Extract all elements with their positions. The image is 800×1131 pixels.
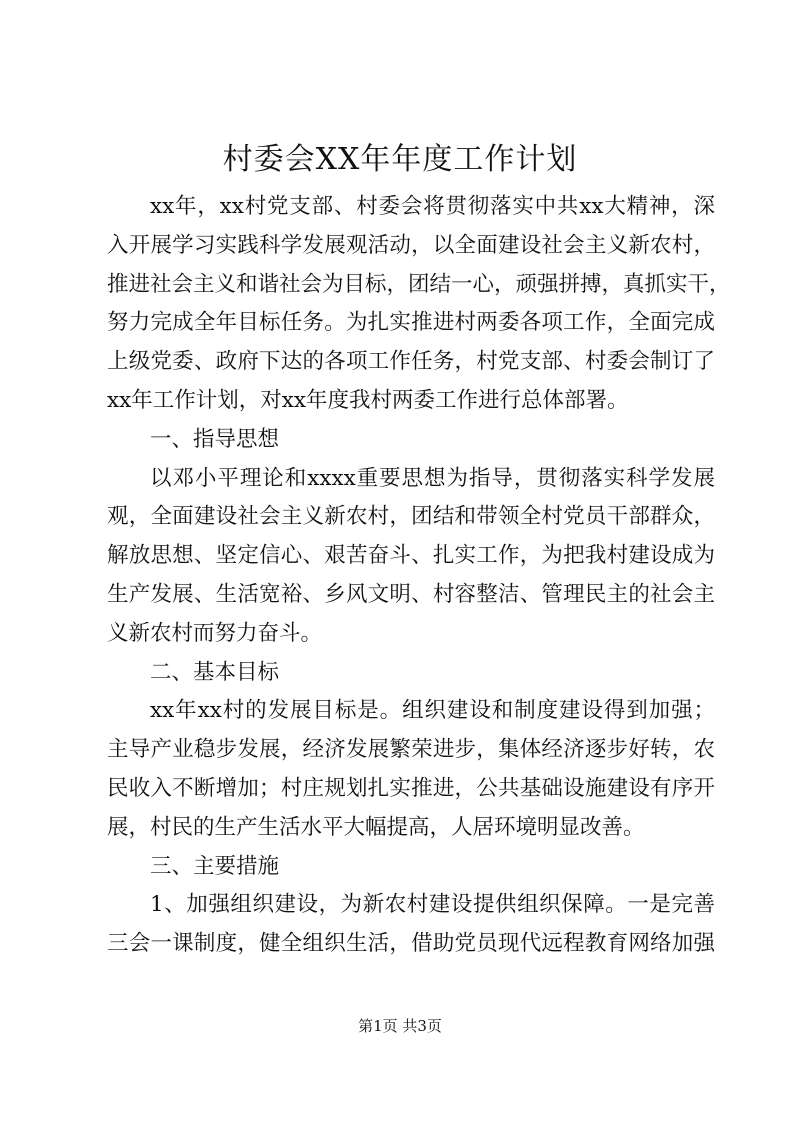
document-body [107, 188, 731, 964]
paragraph-line: 三会一课制度，健全组织生活，借助党员现代远程教育网络加强 [107, 931, 715, 957]
page-footer: 第1页 共3页 [358, 1017, 442, 1035]
paragraph-line: 民收入不断增加；村庄规划扎实推进，公共基础设施建设有序开 [107, 775, 715, 801]
paragraph-line: 入开展学习实践科学发展观活动，以全面建设社会主义新农村， [107, 232, 715, 258]
paragraph-line: 展，村民的生产生活水平大幅提高，人居环境明显改善。 [107, 814, 645, 840]
paragraph-line: 推进社会主义和谐社会为目标，团结一心，顽强拼搏，真抓实干， [107, 271, 731, 297]
section-heading: 一、指导思想 [150, 426, 280, 452]
paragraph-line: 1、加强组织建设，为新农村建设提供组织保障。一是完善 [150, 892, 715, 918]
paragraph-line: 义新农村而努力奋斗。 [107, 620, 323, 646]
paragraph-line: 努力完成全年目标任务。为扎实推进村两委各项工作，全面完成 [107, 310, 715, 336]
paragraph-line: 解放思想、坚定信心、艰苦奋斗、扎实工作，为把我村建设成为 [107, 543, 715, 569]
paragraph-line: 生产发展、生活宽裕、乡风文明、村容整洁、管理民主的社会主 [107, 581, 715, 607]
paragraph-line: 上级党委、政府下达的各项工作任务，村党支部、村委会制订了 [107, 349, 715, 375]
document-title: 村委会XX年年度工作计划 [222, 142, 578, 177]
paragraph-line: 主导产业稳步发展，经济发展繁荣进步，集体经济逐步好转，农 [107, 737, 715, 763]
paragraph-line: xx年工作计划，对xx年度我村两委工作进行总体部署。 [107, 387, 629, 413]
paragraph-line: xx年，xx村党支部、村委会将贯彻落实中共xx大精神，深 [150, 194, 715, 219]
paragraph-line: 观，全面建设社会主义新农村，团结和带领全村党员干部群众， [107, 504, 715, 530]
paragraph-line: xx年xx村的发展目标是。组织建设和制度建设得到加强； [150, 698, 715, 724]
paragraph-line: 以邓小平理论和xxxx重要思想为指导，贯彻落实科学发展 [150, 465, 715, 491]
section-heading: 三、主要措施 [150, 853, 280, 879]
section-heading: 二、基本目标 [150, 659, 280, 685]
